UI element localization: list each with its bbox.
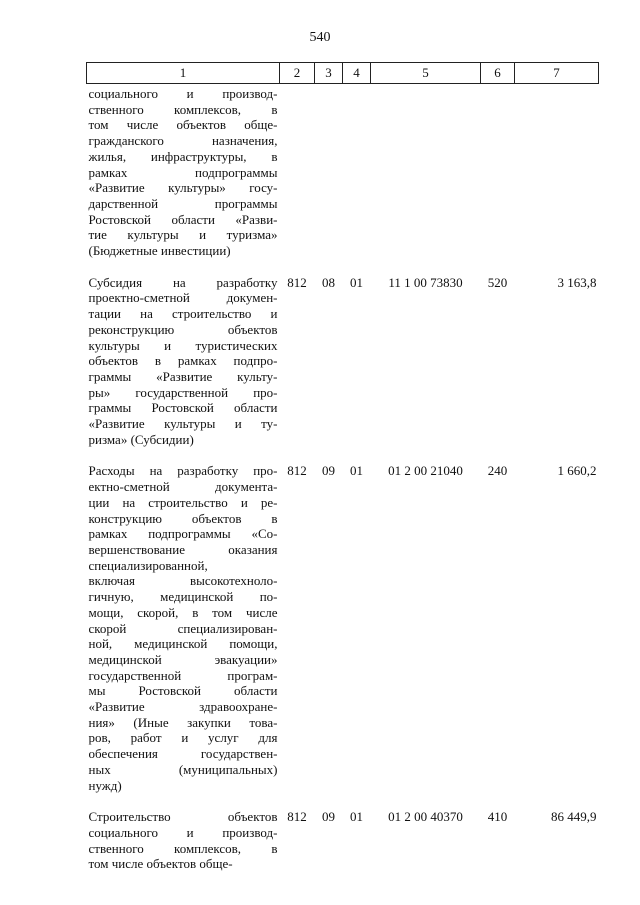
description-line: Расходы на разработку про- [88, 463, 278, 479]
description-line: жилья, инфраструктуры, в [88, 148, 278, 164]
description-line: «Развитие культуры» госу- [88, 180, 278, 196]
column-header-7: 7 [515, 63, 599, 84]
row-description [87, 463, 280, 809]
section-code: 09 [322, 809, 335, 825]
ministry-code: 812 [287, 463, 307, 479]
description-line: государственной програм- [88, 667, 278, 683]
description-line: социального и производ- [88, 824, 278, 840]
amount-value: 3 163,8 [557, 274, 597, 290]
description-line: медицинской эвакуации» [88, 651, 278, 667]
row-description [87, 84, 280, 275]
table-row [87, 463, 599, 809]
table-header [87, 63, 599, 84]
description-line: вершенствование оказания [88, 541, 278, 557]
description-line: проектно-сметной докумен- [88, 290, 278, 306]
description-line: ектно-сметной документа- [88, 479, 278, 495]
description-line: социального и производ- [88, 86, 278, 101]
expense-type-code: 240 [487, 463, 508, 479]
description-line: рамках подпрограммы «Со- [88, 526, 278, 542]
target-article-code [371, 84, 481, 275]
table-body [87, 84, 599, 873]
description-line: том числе объектов обще- [88, 856, 233, 872]
header-row [87, 63, 599, 84]
description-line: дарственной программы [88, 195, 278, 211]
description-line: конструкцию объектов в [88, 510, 278, 526]
section-code: 08 [322, 274, 335, 290]
amount-value: 1 660,2 [557, 463, 597, 479]
budget-table-container [86, 62, 598, 872]
column-header-6: 6 [481, 63, 515, 84]
description-line: объектов в рамках подпро- [88, 353, 278, 369]
description-line: тие культуры и туризма» [88, 227, 278, 243]
target-article-code: 01 2 00 21040 [388, 463, 463, 479]
description-line: (Бюджетные инвестиции) [88, 243, 231, 259]
description-line: том числе объектов обще- [88, 117, 278, 133]
description-line: граммы Ростовской области [88, 400, 278, 416]
description-line: специализированной, [88, 557, 208, 573]
ministry-code: 812 [287, 274, 307, 290]
column-header-4: 4 [343, 63, 371, 84]
description-line: включая высокотехноло- [88, 573, 278, 589]
description-line: культуры и туристических [88, 337, 278, 353]
budget-table [86, 62, 599, 872]
description-line: рамках подпрограммы [88, 164, 278, 180]
expense-type-code: 520 [487, 274, 508, 290]
amount-value [515, 84, 599, 275]
ministry-code: 812 [287, 809, 307, 825]
ministry-code [280, 84, 315, 275]
subsection-code: 01 [350, 463, 363, 479]
section-code: 09 [322, 463, 335, 479]
page-number: 540 [309, 30, 331, 45]
expense-type-code [481, 84, 515, 275]
section-code [315, 84, 343, 275]
description-line: гражданского назначения, [88, 133, 278, 149]
description-line: Субсидия на разработку [88, 274, 278, 290]
description-line: ственного комплексов, в [88, 840, 278, 856]
description-line: скорой специализирован- [88, 620, 278, 636]
description-line: ризма» (Субсидии) [88, 431, 194, 447]
column-header-2: 2 [280, 63, 315, 84]
column-header-5: 5 [371, 63, 481, 84]
description-line: ственного комплексов, в [88, 101, 278, 117]
row-description [87, 275, 280, 464]
description-line: мы Ростовской области [88, 683, 278, 699]
column-header-3: 3 [315, 63, 343, 84]
table-row [87, 275, 599, 464]
table-row [87, 809, 599, 872]
description-line: нужд) [88, 777, 122, 793]
description-line: «Развитие культуры и ту- [88, 416, 278, 432]
description-line: мощи, скорой, в том числе [88, 604, 278, 620]
description-line: граммы «Развитие культу- [88, 368, 278, 384]
column-header-1: 1 [87, 63, 280, 84]
amount-value: 86 449,9 [551, 809, 597, 825]
description-line: ции на строительство и ре- [88, 494, 278, 510]
subsection-code: 01 [350, 809, 363, 825]
description-line: Строительство объектов [88, 809, 278, 825]
description-line: «Развитие здравоохране- [88, 699, 278, 715]
description-line: ных (муниципальных) [88, 761, 278, 777]
description-line: ров, работ и услуг для [88, 730, 278, 746]
row-description [87, 809, 280, 872]
description-line: Ростовской области «Разви- [88, 211, 278, 227]
description-line: тации на строительство и [88, 306, 278, 322]
description-line: ной, медицинской помощи, [88, 636, 278, 652]
subsection-code: 01 [350, 274, 363, 290]
subsection-code [343, 84, 371, 275]
expense-type-code: 410 [487, 809, 508, 825]
description-line: ры» государственной про- [88, 384, 278, 400]
table-row [87, 84, 599, 275]
target-article-code: 11 1 00 73830 [388, 274, 463, 290]
description-line: реконструкцию объектов [88, 321, 278, 337]
description-line: ния» (Иные закупки това- [88, 714, 278, 730]
description-line: гичную, медицинской по- [88, 589, 278, 605]
target-article-code: 01 2 00 40370 [388, 809, 463, 825]
description-line: обеспечения государствен- [88, 746, 278, 762]
